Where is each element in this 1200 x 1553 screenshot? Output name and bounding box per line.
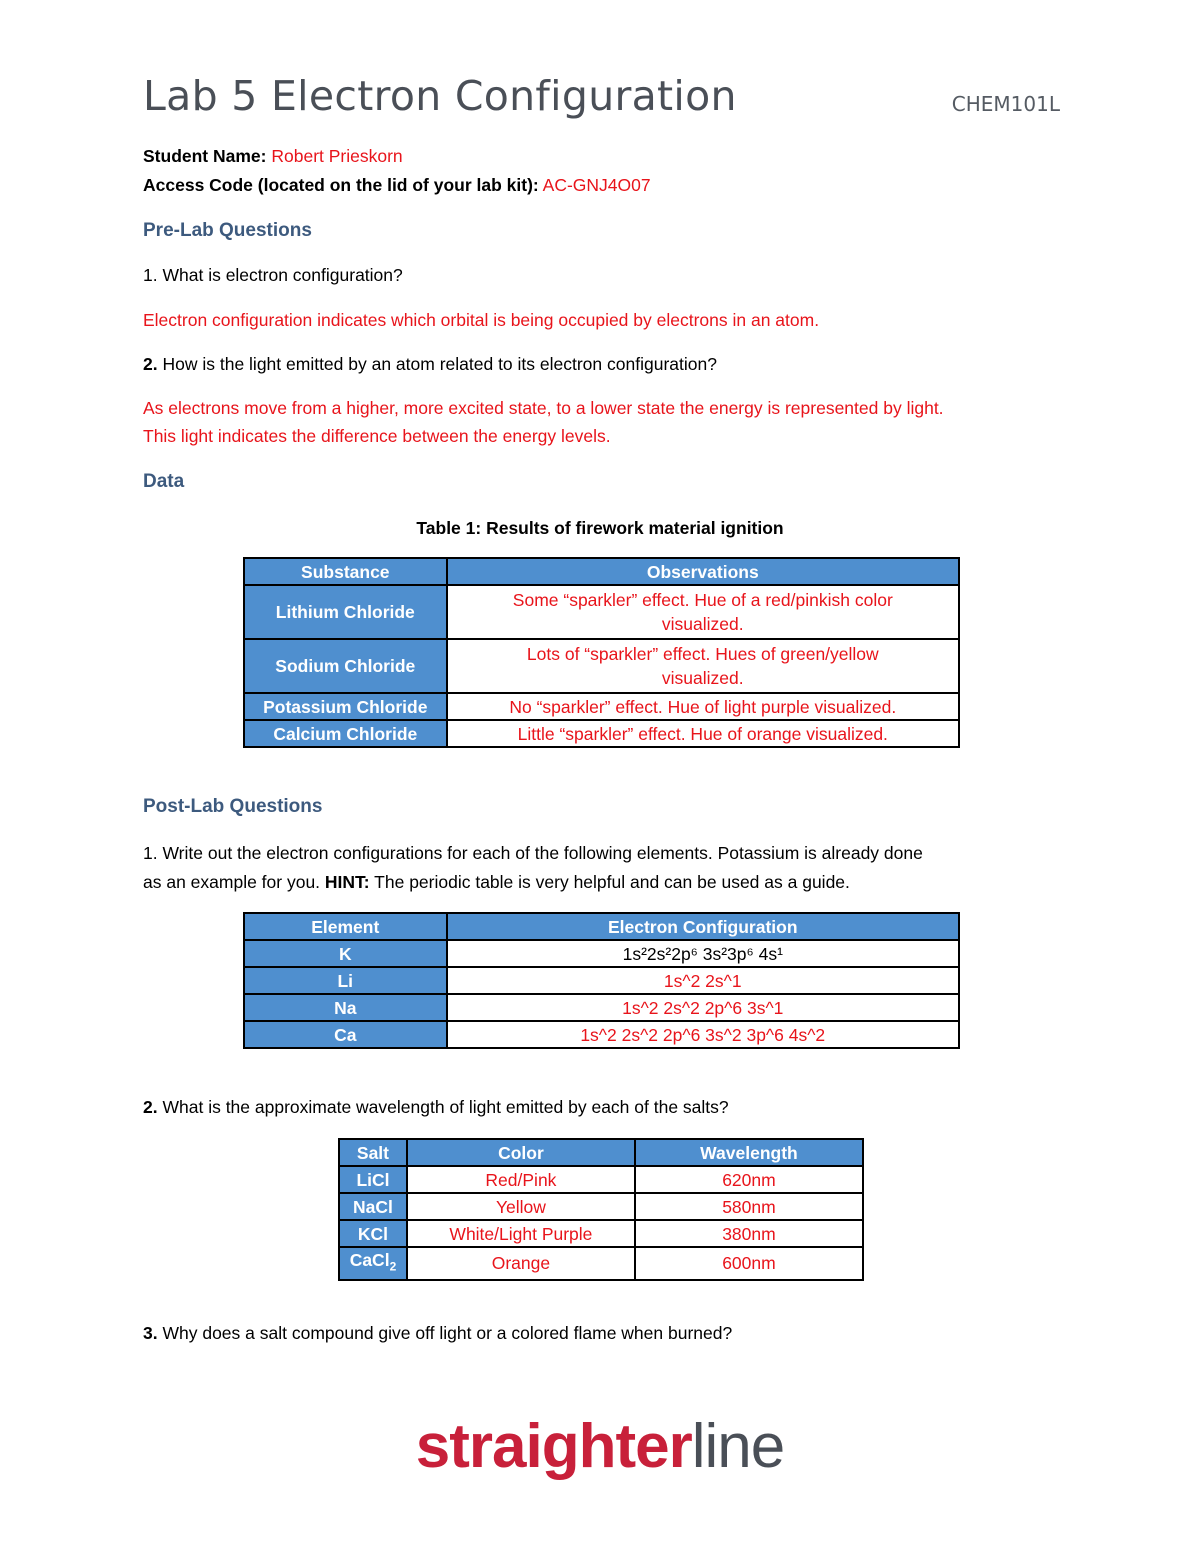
observation-cell: Little “sparkler” effect. Hue of orange visualized. <box>447 720 959 747</box>
salt-cell: KCl <box>339 1220 407 1247</box>
page-title: Lab 5 Electron Configuration <box>143 72 737 120</box>
table1-caption: Table 1: Results of firework material ignition <box>416 518 784 538</box>
color-cell: White/Light Purple <box>407 1220 635 1247</box>
column-header-electron-configuration: Electron Configuration <box>447 913 959 940</box>
observation-line: Some “sparkler” effect. Hue of a red/pinkish color <box>512 590 893 610</box>
configuration-cell: 1s²2s²2p⁶ 3s²3p⁶ 4s¹ <box>447 940 959 967</box>
postlab-q1-text-part: as an example for you. <box>143 872 325 892</box>
substance-cell: Sodium Chloride <box>244 639 447 693</box>
wavelength-cell: 600nm <box>635 1247 863 1280</box>
column-header-element: Element <box>244 913 447 940</box>
straighterline-logo <box>0 1412 1200 1482</box>
observation-cell: No “sparkler” effect. Hue of light purple visualized. <box>447 693 959 720</box>
salt-subscript: 2 <box>389 1259 397 1274</box>
table-header-row <box>339 1139 863 1166</box>
postlab-question-1-line-2 <box>143 872 850 893</box>
prelab-q1-number: 1. <box>143 265 158 285</box>
prelab-question-1 <box>143 265 403 286</box>
table-row <box>244 1021 959 1048</box>
wavelength-table <box>338 1138 864 1281</box>
column-header-color: Color <box>407 1139 635 1166</box>
column-header-substance: Substance <box>244 558 447 585</box>
table-row <box>339 1166 863 1193</box>
prelab-heading: Pre-Lab Questions <box>143 220 312 241</box>
table-row <box>244 639 959 693</box>
salt-cell: NaCl <box>339 1193 407 1220</box>
postlab-question-3 <box>143 1323 732 1344</box>
table-row <box>244 967 959 994</box>
observation-line: visualized. <box>661 668 744 688</box>
observation-cell <box>447 639 959 693</box>
postlab-q2-number: 2. <box>143 1097 158 1117</box>
hint-label: HINT: <box>324 872 370 892</box>
configuration-cell: 1s^2 2s^2 2p^6 3s^1 <box>447 994 959 1021</box>
student-name-value: Robert Prieskorn <box>271 146 403 166</box>
postlab-q2-text: What is the approximate wavelength of light emitted by each of the salts? <box>162 1097 729 1117</box>
logo-text-primary: straighter <box>415 1412 692 1481</box>
postlab-question-2 <box>143 1097 729 1118</box>
postlab-question-1-line-1 <box>143 843 923 864</box>
salt-cell: LiCl <box>339 1166 407 1193</box>
table-row <box>244 720 959 747</box>
color-cell: Yellow <box>407 1193 635 1220</box>
prelab-q2-text: How is the light emitted by an atom related to its electron configuration? <box>162 354 717 374</box>
table-row <box>244 994 959 1021</box>
electron-config-table <box>243 912 960 1049</box>
substance-cell: Potassium Chloride <box>244 693 447 720</box>
column-header-observations: Observations <box>447 558 959 585</box>
table-row <box>244 693 959 720</box>
configuration-cell: 1s^2 2s^2 2p^6 3s^2 3p^6 4s^2 <box>447 1021 959 1048</box>
student-name-line <box>143 146 403 167</box>
postlab-q1-hint-text: The periodic table is very helpful and can be used as a guide. <box>369 872 850 892</box>
salt-cell <box>339 1247 407 1280</box>
firework-results-table <box>243 557 960 748</box>
student-name-label: Student Name: <box>143 146 267 166</box>
table-header-row <box>244 913 959 940</box>
wavelength-cell: 580nm <box>635 1193 863 1220</box>
wavelength-cell: 380nm <box>635 1220 863 1247</box>
column-header-salt: Salt <box>339 1139 407 1166</box>
table-row <box>339 1220 863 1247</box>
configuration-cell: 1s^2 2s^1 <box>447 967 959 994</box>
postlab-q3-number: 3. <box>143 1323 158 1343</box>
table-row <box>339 1247 863 1280</box>
element-cell: K <box>244 940 447 967</box>
prelab-answer-2-line-1: As electrons move from a higher, more excited state, to a lower state the energy is represented by light. <box>143 398 944 418</box>
prelab-answer-2-line-2: This light indicates the difference between the energy levels. <box>143 426 611 446</box>
prelab-answer-1: Electron configuration indicates which orbital is being occupied by electrons in an atom. <box>143 310 820 330</box>
color-cell: Orange <box>407 1247 635 1280</box>
course-code: CHEM101L <box>951 92 1060 116</box>
observation-line: Lots of “sparkler” effect. Hues of green/yellow <box>526 644 879 664</box>
substance-cell: Calcium Chloride <box>244 720 447 747</box>
salt-formula: CaCl <box>349 1250 390 1270</box>
color-cell: Red/Pink <box>407 1166 635 1193</box>
observation-line: visualized. <box>661 614 744 634</box>
observation-cell <box>447 585 959 639</box>
access-code-label: Access Code (located on the lid of your lab kit): <box>143 175 539 195</box>
data-heading: Data <box>143 471 185 492</box>
wavelength-cell: 620nm <box>635 1166 863 1193</box>
table-row <box>244 585 959 639</box>
postlab-q1-text: Write out the electron configurations for each of the following elements. Potassium is already done <box>162 843 923 863</box>
logo-text-secondary: line <box>691 1412 785 1481</box>
element-cell: Na <box>244 994 447 1021</box>
element-cell: Li <box>244 967 447 994</box>
substance-cell: Lithium Chloride <box>244 585 447 639</box>
column-header-wavelength: Wavelength <box>635 1139 863 1166</box>
postlab-q3-text: Why does a salt compound give off light or a colored flame when burned? <box>162 1323 733 1343</box>
prelab-question-2 <box>143 354 717 375</box>
prelab-q2-number: 2. <box>143 354 158 374</box>
prelab-q1-text: What is electron configuration? <box>162 265 403 285</box>
table-header-row <box>244 558 959 585</box>
access-code-value: AC-GNJ4O07 <box>542 175 651 195</box>
access-code-line <box>143 175 651 196</box>
postlab-heading: Post-Lab Questions <box>143 796 323 817</box>
table-row <box>244 940 959 967</box>
table-row <box>339 1193 863 1220</box>
postlab-q1-number: 1. <box>143 843 158 863</box>
element-cell: Ca <box>244 1021 447 1048</box>
